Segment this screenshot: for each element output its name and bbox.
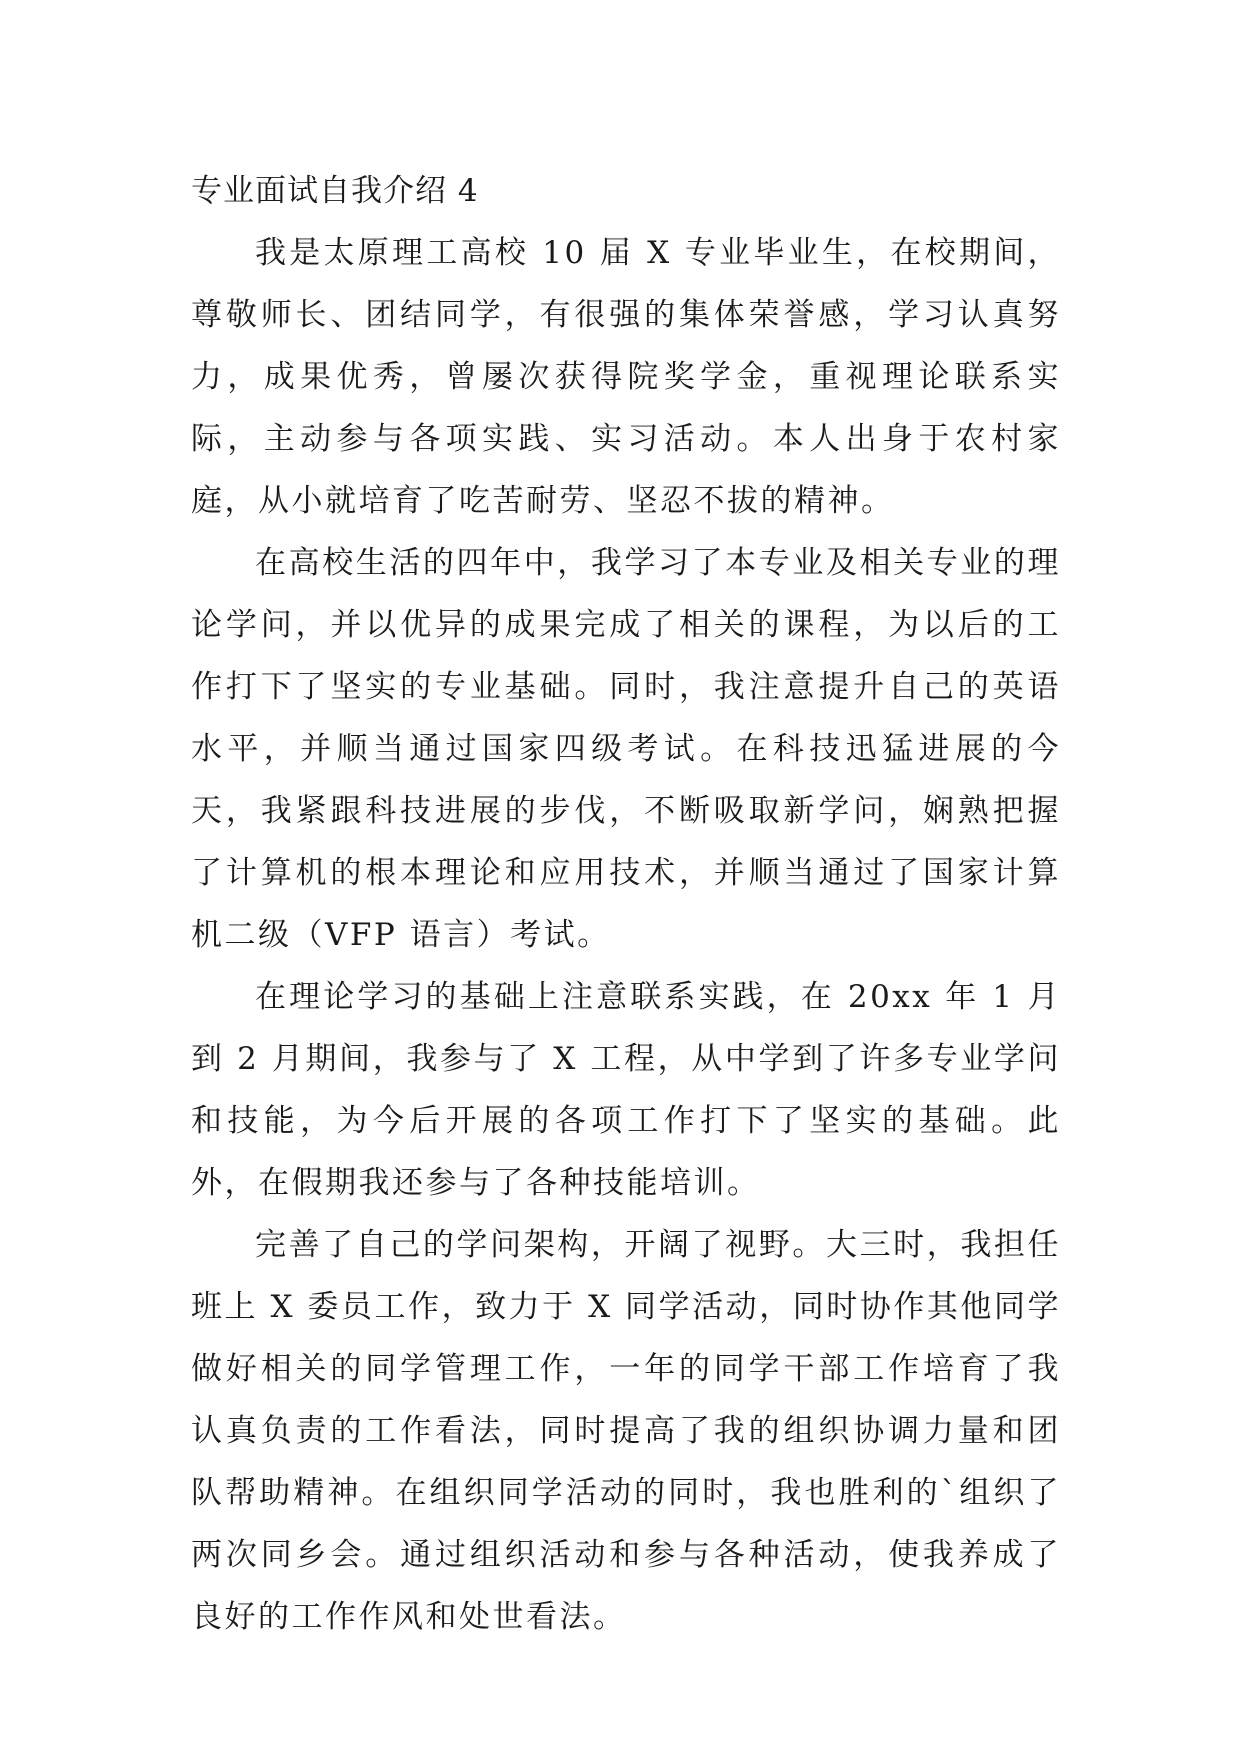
- paragraph-4: 完善了自己的学问架构，开阔了视野。大三时，我担任班上 X 委员工作，致力于 X 同学活动，同时协作其他同学做好相关的同学管理工作，一年的同学干部工作培育了我认真负责的工作看法，同时提高了我的组织协调力量和团队帮助精神。在组织同学活动的同时，我也胜利的`组织了两次同乡会。通过组织活动和参与各种活动，使我养成了良好的工作作风和处世看法。: [191, 1227, 1061, 1635]
- page-title: 专业面试自我介绍 4: [191, 173, 479, 209]
- paragraph-2: 在高校生活的四年中，我学习了本专业及相关专业的理论学问，并以优异的成果完成了相关的课程，为以后的工作打下了坚实的专业基础。同时，我注意提升自己的英语水平，并顺当通过国家四级考试。在科技迅猛进展的今天，我紧跟科技进展的步伐，不断吸取新学问，娴熟把握了计算机的根本理论和应用技术，并顺当通过了国家计算机二级（VFP 语言）考试。: [191, 545, 1061, 953]
- paragraph-1: 我是太原理工高校 10 届 X 专业毕业生，在校期间，尊敬师长、团结同学，有很强的集体荣誉感，学习认真努力，成果优秀，曾屡次获得院奖学金，重视理论联系实际，主动参与各项实践、实习活动。本人出身于农村家庭，从小就培育了吃苦耐劳、坚忍不拔的精神。: [191, 235, 1061, 519]
- paragraph-3: 在理论学习的基础上注意联系实践，在 20xx 年 1 月到 2 月期间，我参与了 X 工程，从中学到了许多专业学问和技能，为今后开展的各项工作打下了坚实的基础。此外，在假期我还参与了各种技能培训。: [191, 979, 1061, 1201]
- document-body: [191, 160, 1061, 1648]
